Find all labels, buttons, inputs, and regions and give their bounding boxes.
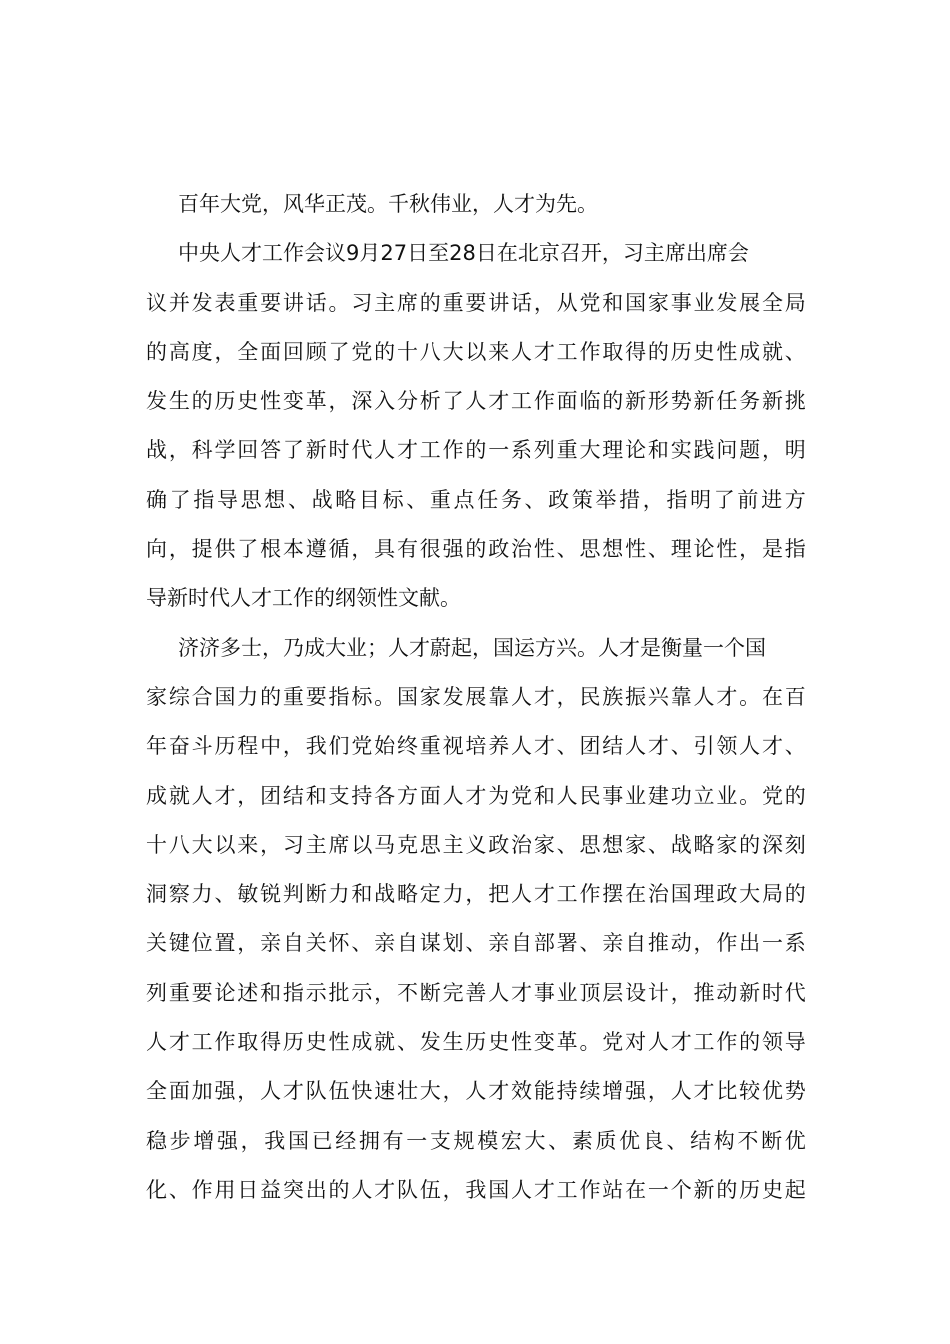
text-line: 成 就 人 才 ， 团 结 和 支 持 各 方 面 人 才 为 党 和 人 民 事 业 建 功 立 业 。 党 的 bbox=[146, 783, 806, 808]
text-line: 十 八 大 以 来 ， 习 主 席 以 马 克 思 主 义 政 治 家 、 思 想 家 、 战 略 家 的 深 刻 bbox=[146, 832, 806, 857]
text-line: 议 并 发 表 重 要 讲 话 。 习 主 席 的 重 要 讲 话 ， 从 党 和 国 家 事 业 发 展 全 局 bbox=[146, 290, 806, 315]
text-line: 济 济 多 士 ， 乃 成 大 业 ； 人 才 蔚 起 ， 国 运 方 兴 。 人 才 是 衡 量 一 个 国 bbox=[178, 635, 766, 660]
text-line: 列 重 要 论 述 和 指 示 批 示 ， 不 断 完 善 人 才 事 业 顶 层 设 计 ， 推 动 新 时 代 bbox=[146, 980, 806, 1005]
text-line: 家 综 合 国 力 的 重 要 指 标 。 国 家 发 展 靠 人 才 ， 民 族 振 兴 靠 人 才 。 在 百 bbox=[146, 684, 806, 709]
text-line: 导新时代人才工作的纲领性文献。 bbox=[146, 586, 461, 611]
text-line: 战 ， 科 学 回 答 了 新 时 代 人 才 工 作 的 一 系 列 重 大 理 论 和 实 践 问 题 ， 明 bbox=[146, 438, 806, 463]
text-line: 洞 察 力 、 敏 锐 判 断 力 和 战 略 定 力 ， 把 人 才 工 作 摆 在 治 国 理 政 大 局 的 bbox=[146, 882, 806, 907]
text-line: 稳 步 增 强 ， 我 国 已 经 拥 有 一 支 规 模 宏 大 、 素 质 优 良 、 结 构 不 断 优 bbox=[146, 1128, 806, 1153]
document-body bbox=[146, 180, 806, 1215]
text-line: 中 央 人 才 工 作 会 议 9 月 27 日 至 28 日 在 北 京 召 开 ， 习 主 席 出 席 会 bbox=[178, 241, 749, 266]
text-line: 关 键 位 置 ， 亲 自 关 怀 、 亲 自 谋 划 、 亲 自 部 署 、 亲 自 推 动 ， 作 出 一 系 bbox=[146, 931, 806, 956]
text-line: 化 、 作 用 日 益 突 出 的 人 才 队 伍 ， 我 国 人 才 工 作 站 在 一 个 新 的 历 史 起 bbox=[146, 1177, 806, 1202]
text-line: 人 才 工 作 取 得 历 史 性 成 就 、 发 生 历 史 性 变 革 。 党 对 人 才 工 作 的 领 导 bbox=[146, 1030, 806, 1055]
text-line: 的 高 度 ， 全 面 回 顾 了 党 的 十 八 大 以 来 人 才 工 作 取 得 的 历 史 性 成 就 、 bbox=[146, 339, 806, 364]
text-line: 确 了 指 导 思 想 、 战 略 目 标 、 重 点 任 务 、 政 策 举 措 ， 指 明 了 前 进 方 bbox=[146, 487, 806, 512]
text-line: 百年大党，风华正茂。千秋伟业，人才为先。 bbox=[178, 192, 598, 216]
text-line: 发 生 的 历 史 性 变 革 ， 深 入 分 析 了 人 才 工 作 面 临 的 新 形 势 新 任 务 新 挑 bbox=[146, 389, 806, 414]
text-line: 向 ， 提 供 了 根 本 遵 循 ， 具 有 很 强 的 政 治 性 、 思 想 性 、 理 论 性 ， 是 指 bbox=[146, 537, 806, 562]
text-line: 全 面 加 强 ， 人 才 队 伍 快 速 壮 大 ， 人 才 效 能 持 续 增 强 ， 人 才 比 较 优 势 bbox=[146, 1079, 806, 1104]
text-line: 年 奋 斗 历 程 中 ， 我 们 党 始 终 重 视 培 养 人 才 、 团 结 人 才 、 引 领 人 才 、 bbox=[146, 734, 806, 759]
